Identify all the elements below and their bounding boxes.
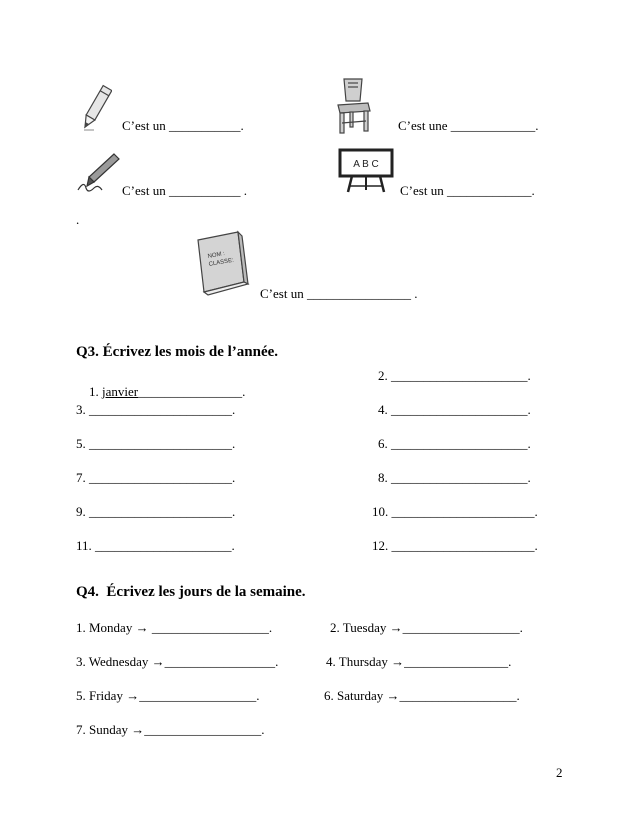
day-item-4: 4. Thursday →________________. (326, 654, 512, 669)
month-item-2: 2. _____________________. (378, 368, 531, 383)
pencil-icon (80, 83, 112, 133)
day-item-6: 6. Saturday →__________________. (324, 688, 520, 703)
month-item-8: 8. _____________________. (378, 470, 531, 485)
month-item-5: 5. ______________________. (76, 436, 236, 451)
blackboard-icon (338, 148, 394, 194)
pen-icon (76, 150, 122, 196)
day-item-1: 1. Monday → __________________. (76, 620, 273, 635)
chair-icon (330, 75, 376, 137)
sentence-chair: C’est une _____________. (398, 118, 539, 133)
day-item-7: 7. Sunday →__________________. (76, 722, 265, 737)
sentence-notebook: C’est un ________________ . (260, 286, 418, 301)
month-item-7: 7. ______________________. (76, 470, 236, 485)
page-number: 2 (556, 765, 563, 780)
sentence-pencil: C’est un ___________. (122, 118, 244, 133)
month-item-6: 6. _____________________. (378, 436, 531, 451)
notebook-text-2: CLASSE: (208, 257, 235, 268)
month-item-11: 11. _____________________. (76, 538, 235, 553)
month-item-3: 3. ______________________. (76, 402, 236, 417)
month-answer-1: janvier (102, 384, 139, 399)
day-item-2: 2. Tuesday →__________________. (330, 620, 523, 635)
q3-heading: Q3. Écrivez les mois de l’année. (76, 344, 279, 360)
month-item-12: 12. ______________________. (372, 538, 538, 553)
day-item-3: 3. Wednesday →_________________. (76, 654, 279, 669)
month-item-10: 10. ______________________. (372, 504, 538, 519)
stray-mark: . (76, 212, 80, 227)
sentence-blackboard: C’est un _____________. (400, 183, 535, 198)
q4-heading: Q4. Écrivez les jours de la semaine. (76, 584, 306, 600)
notebook-text-1: NOM : (207, 251, 226, 260)
month-item-4: 4. _____________________. (378, 402, 531, 417)
notebook-icon (188, 228, 254, 298)
sentence-pen: C’est un ___________ . (122, 183, 247, 198)
month-item-1: 1. janvier________________. (89, 384, 246, 399)
day-item-5: 5. Friday →__________________. (76, 688, 260, 703)
board-text: A B C (353, 159, 379, 170)
month-item-9: 9. ______________________. (76, 504, 236, 519)
